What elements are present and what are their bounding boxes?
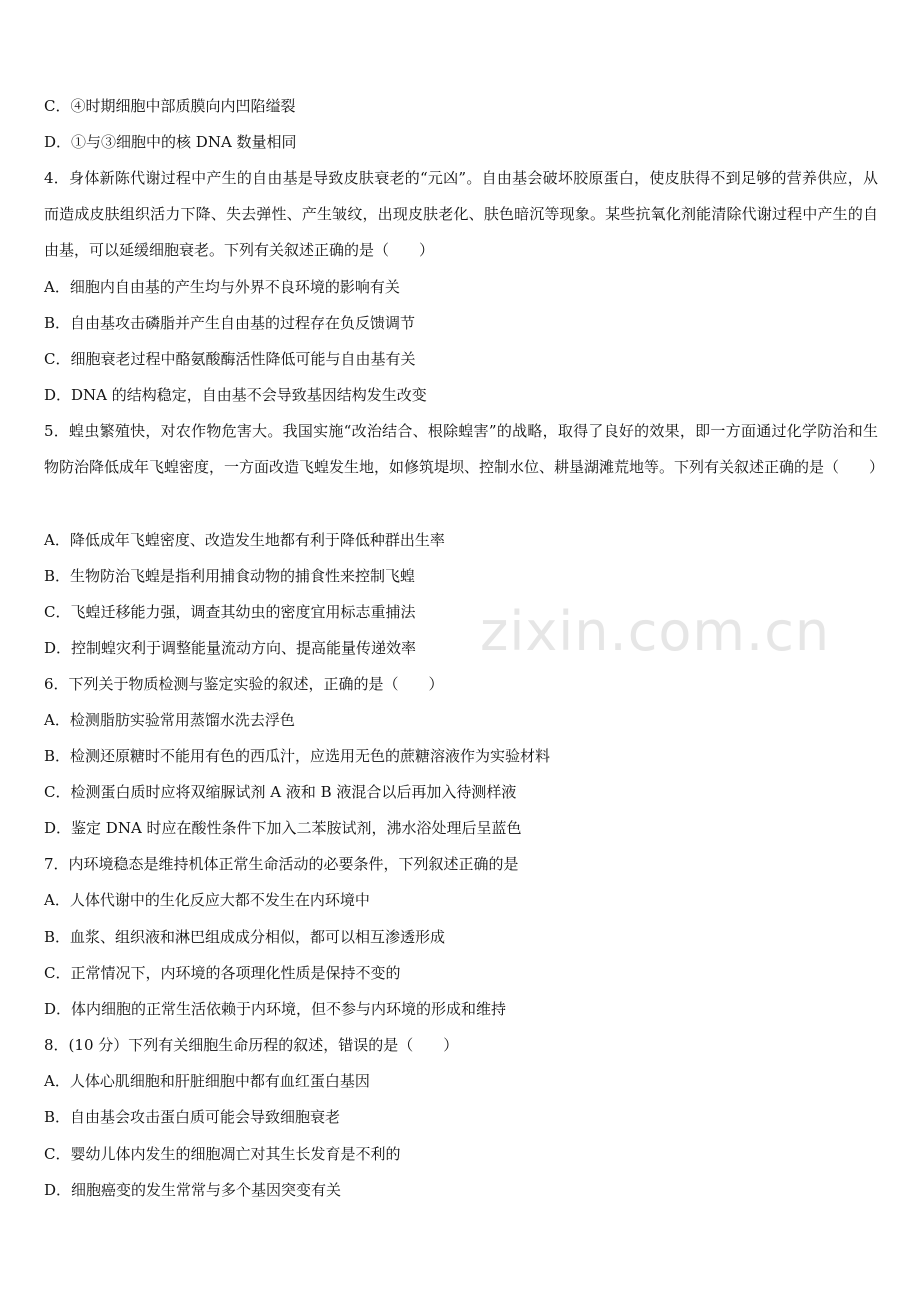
option-5c: C．飞蝗迁移能力强，调查其幼虫的密度宜用标志重捕法 (44, 603, 416, 621)
option-5d: D．控制蝗灾利于调整能量流动方向、提高能量传递效率 (44, 639, 417, 657)
option-6b: B．检测还原糖时不能用有色的西瓜汁，应选用无色的蔗糖溶液作为实验材料 (44, 747, 551, 765)
option-3c: C．④时期细胞中部质膜向内凹陷缢裂 (44, 97, 296, 115)
option-7a: A．人体代谢中的生化反应大都不发生在内环境中 (44, 891, 370, 909)
option-7d: D．体内细胞的正常生活依赖于内环境，但不参与内环境的形成和维持 (44, 1000, 507, 1018)
option-6d: D．鉴定 DNA 时应在酸性条件下加入二苯胺试剂，沸水浴处理后呈蓝色 (44, 819, 522, 837)
option-4a: A．细胞内自由基的产生均与外界不良环境的影响有关 (44, 278, 400, 296)
question-7: 7．内环境稳态是维持机体正常生命活动的必要条件，下列叙述正确的是 (44, 855, 519, 873)
option-5a: A．降低成年飞蝗密度、改造发生地都有利于降低种群出生率 (44, 531, 445, 549)
option-7c: C．正常情况下，内环境的各项理化性质是保持不变的 (44, 964, 401, 982)
watermark: zixin.com.cn (480, 600, 831, 663)
option-6a: A．检测脂肪实验常用蒸馏水洗去浮色 (44, 711, 295, 729)
option-8d: D．细胞癌变的发生常常与多个基因突变有关 (44, 1181, 342, 1199)
option-6c: C．检测蛋白质时应将双缩脲试剂 A 液和 B 液混合以后再加入待测样液 (44, 783, 517, 801)
option-3d: D．①与③细胞中的核 DNA 数量相同 (44, 133, 297, 151)
option-8c: C．婴幼儿体内发生的细胞凋亡对其生长发育是不利的 (44, 1145, 401, 1163)
option-4b: B．自由基攻击磷脂并产生自由基的过程存在负反馈调节 (44, 314, 416, 332)
question-5: 5．蝗虫繁殖快，对农作物危害大。我国实施“改治结合、根除蝗害”的战略，取得了良好的效果，即一方面通过化学防治和生物防治降低成年飞蝗密度，一方面改造飞蝗发生地，如修筑堤坝、控制水位、耕垦湖滩荒地等。下列有关叙述正确的是（ ） (44, 422, 885, 476)
question-8: 8．(10 分）下列有关细胞生命历程的叙述，错误的是（ ） (44, 1036, 459, 1054)
option-5b: B．生物防治飞蝗是指利用捕食动物的捕食性来控制飞蝗 (44, 567, 416, 585)
question-4: 4．身体新陈代谢过程中产生的自由基是导致皮肤衰老的“元凶”。自由基会破坏胶原蛋白，使皮肤得不到足够的营养供应，从而造成皮肤组织活力下降、失去弹性、产生皱纹，出现皮肤老化、肤色暗沉等现象。某些抗氧化剂能清除代谢过程中产生的自由基，可以延缓细胞衰老。下列有关叙述正确的是（ ） (44, 169, 878, 259)
option-7b: B．血浆、组织液和淋巴组成成分相似，都可以相互渗透形成 (44, 928, 446, 946)
option-8b: B．自由基会攻击蛋白质可能会导致细胞衰老 (44, 1108, 341, 1126)
option-8a: A．人体心肌细胞和肝脏细胞中都有血红蛋白基因 (44, 1072, 370, 1090)
option-4c: C．细胞衰老过程中酪氨酸酶活性降低可能与自由基有关 (44, 350, 416, 368)
question-6: 6．下列关于物质检测与鉴定实验的叙述，正确的是（ ） (44, 675, 444, 693)
option-4d: D．DNA 的结构稳定，自由基不会导致基因结构发生改变 (44, 386, 427, 404)
